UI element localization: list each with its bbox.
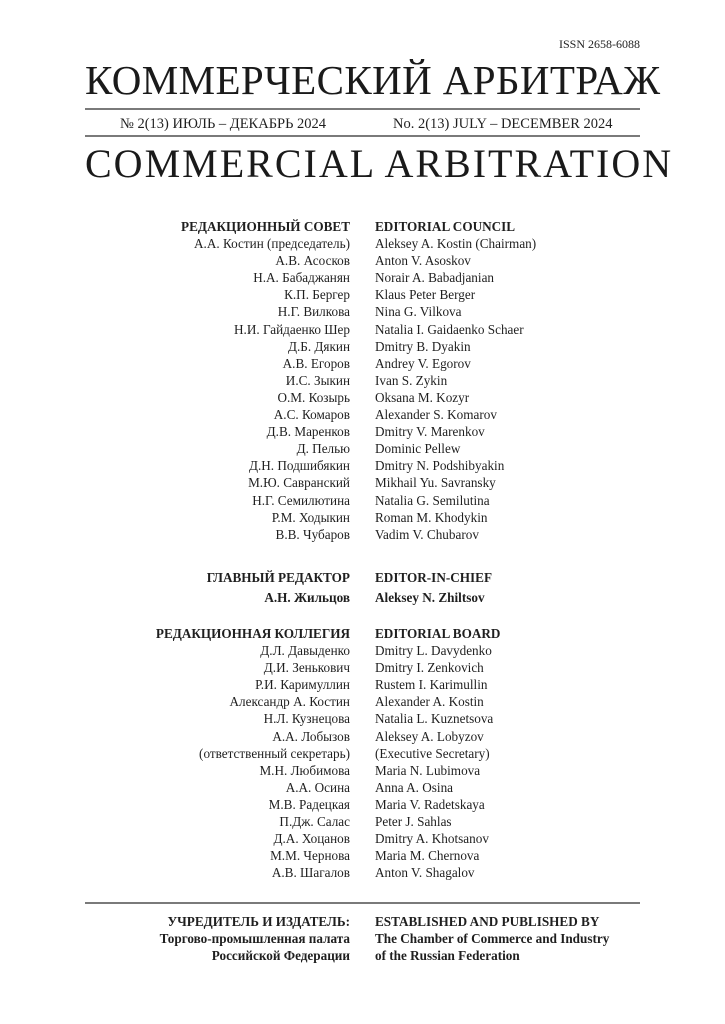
editorial-board-en [375, 625, 500, 881]
member-name: Oksana M. Kozyr [375, 389, 470, 405]
member-name: (Executive Secretary) [375, 745, 490, 761]
editor-in-chief-ru [207, 569, 350, 606]
member-name: А.А. Костин (председатель) [194, 236, 350, 252]
publisher-heading: УЧРЕДИТЕЛЬ И ИЗДАТЕЛЬ: [167, 914, 350, 929]
member-name: Maria N. Lubimova [375, 762, 481, 778]
section-heading: EDITOR-IN-CHIEF [375, 570, 492, 585]
issue-number-ru: № 2(13) ИЮЛЬ – ДЕКАБРЬ 2024 [120, 116, 327, 132]
top-rule [85, 108, 640, 110]
publisher-ru [160, 913, 350, 964]
issue-number-en: No. 2(13) JULY – DECEMBER 2024 [393, 116, 613, 132]
member-name: И.С. Зыкин [285, 372, 350, 388]
section-heading: EDITORIAL BOARD [375, 626, 501, 641]
journal-title-en: COMMERCIAL ARBITRATION [85, 141, 674, 186]
member-name: Д. Пелью [296, 441, 350, 457]
member-name: А.В. Асосков [275, 253, 350, 269]
member-name: Н.Л. Кузнецова [263, 711, 350, 727]
member-name: Roman M. Khodykin [375, 509, 488, 525]
member-name: Д.Л. Давыденко [260, 643, 350, 659]
member-name: А.С. Комаров [273, 407, 350, 423]
member-list [375, 235, 536, 543]
member-name: Н.Г. Семилютина [252, 492, 350, 508]
member-name: В.В. Чубаров [275, 526, 350, 542]
editor-in-chief-en [375, 569, 492, 606]
member-name: Р.И. Каримуллин [255, 677, 350, 693]
member-name: Д.Б. Дякин [287, 338, 350, 354]
member-name: Natalia L. Kuznetsova [375, 711, 494, 727]
publisher-line: Российской Федерации [211, 948, 350, 964]
member-name: М.М. Чернова [270, 848, 350, 864]
issn: ISSN 2658-6088 [558, 37, 640, 51]
member-name: Р.М. Ходыкин [271, 509, 350, 525]
member-name: Maria V. Radetskaya [375, 796, 485, 812]
member-name: Aleksey A. Kostin (Chairman) [375, 236, 537, 252]
member-name: Н.А. Бабаджанян [253, 270, 350, 286]
member-name: Natalia I. Gaidaenko Schaer [375, 321, 524, 337]
member-name: Dmitry A. Khotsanov [375, 831, 489, 847]
member-list [156, 642, 350, 881]
publisher-line: Торгово-промышленная палата [159, 931, 350, 947]
member-name: Peter J. Sahlas [375, 814, 452, 830]
member-name: Dmitry V. Marenkov [375, 424, 485, 440]
member-name: Natalia G. Semilutina [375, 492, 490, 508]
member-name: М.В. Радецкая [268, 796, 350, 812]
member-name: А.В. Шагалов [271, 865, 350, 881]
member-name: О.М. Козырь [277, 389, 350, 405]
member-list [375, 642, 500, 881]
member-name: М.Ю. Савранский [248, 475, 350, 491]
member-name: Д.В. Маренков [266, 424, 350, 440]
member-name: Александр А. Костин [229, 694, 350, 710]
member-name: Klaus Peter Berger [375, 287, 476, 303]
member-name: Aleksey A. Lobyzov [375, 728, 484, 744]
member-name: А.В. Егоров [282, 355, 350, 371]
member-list [181, 235, 350, 543]
member-name: Anton V. Shagalov [375, 865, 475, 881]
member-name: Dmitry N. Podshibyakin [375, 458, 505, 474]
member-name: К.П. Бергер [284, 287, 350, 303]
section-heading: EDITORIAL COUNCIL [375, 219, 516, 234]
member-name: Norair A. Babadjanian [375, 270, 495, 286]
member-name: Rustem I. Karimullin [375, 677, 488, 693]
member-name: Alexander S. Komarov [375, 407, 497, 423]
member-name: Anna A. Osina [375, 779, 454, 795]
chief-name: Aleksey N. Zhiltsov [375, 590, 485, 606]
member-name: А.А. Осина [285, 779, 350, 795]
member-name: А.А. Лобызов [272, 728, 350, 744]
member-name: Д.И. Зенькович [263, 660, 350, 676]
member-name: Vadim V. Chubarov [375, 526, 479, 542]
member-name: П.Дж. Салас [279, 814, 350, 830]
editorial-council-en [375, 218, 536, 543]
member-name: Dmitry L. Davydenko [375, 643, 492, 659]
section-heading: РЕДАКЦИОННЫЙ СОВЕТ [181, 219, 350, 234]
bottom-rule [85, 902, 640, 904]
member-name: (ответственный секретарь) [199, 745, 350, 761]
member-name: Maria M. Chernova [375, 848, 480, 864]
member-name: Д.Н. Подшибякин [248, 458, 350, 474]
member-name: Н.И. Гайдаенко Шер [234, 321, 350, 337]
member-name: М.Н. Любимова [259, 762, 350, 778]
section-heading: ГЛАВНЫЙ РЕДАКТОР [206, 570, 350, 585]
member-name: Д.А. Хоцанов [273, 831, 350, 847]
member-name: Mikhail Yu. Savransky [375, 475, 496, 491]
member-name: Dmitry I. Zenkovich [375, 660, 484, 676]
publisher-line: of the Russian Federation [375, 948, 520, 964]
publisher-line: The Chamber of Commerce and Industry [375, 931, 610, 947]
member-name: Andrey V. Egorov [375, 355, 471, 371]
editorial-board-ru [156, 625, 350, 881]
member-name: Anton V. Asoskov [375, 253, 471, 269]
editorial-council-ru [181, 218, 350, 543]
member-name: Dmitry B. Dyakin [375, 338, 471, 354]
member-name: Alexander A. Kostin [375, 694, 484, 710]
member-name: Ivan S. Zykin [375, 372, 448, 388]
middle-rule [85, 135, 640, 137]
member-name: Dominic Pellew [375, 441, 461, 457]
journal-title-ru: КОММЕРЧЕСКИЙ АРБИТРАЖ [85, 57, 661, 103]
publisher-en [375, 913, 609, 964]
member-name: Н.Г. Вилкова [277, 304, 350, 320]
section-heading: РЕДАКЦИОННАЯ КОЛЛЕГИЯ [155, 626, 350, 641]
publisher-heading: ESTABLISHED AND PUBLISHED BY [375, 914, 600, 929]
member-name: Nina G. Vilkova [375, 304, 462, 320]
chief-name: А.Н. Жильцов [264, 590, 350, 606]
